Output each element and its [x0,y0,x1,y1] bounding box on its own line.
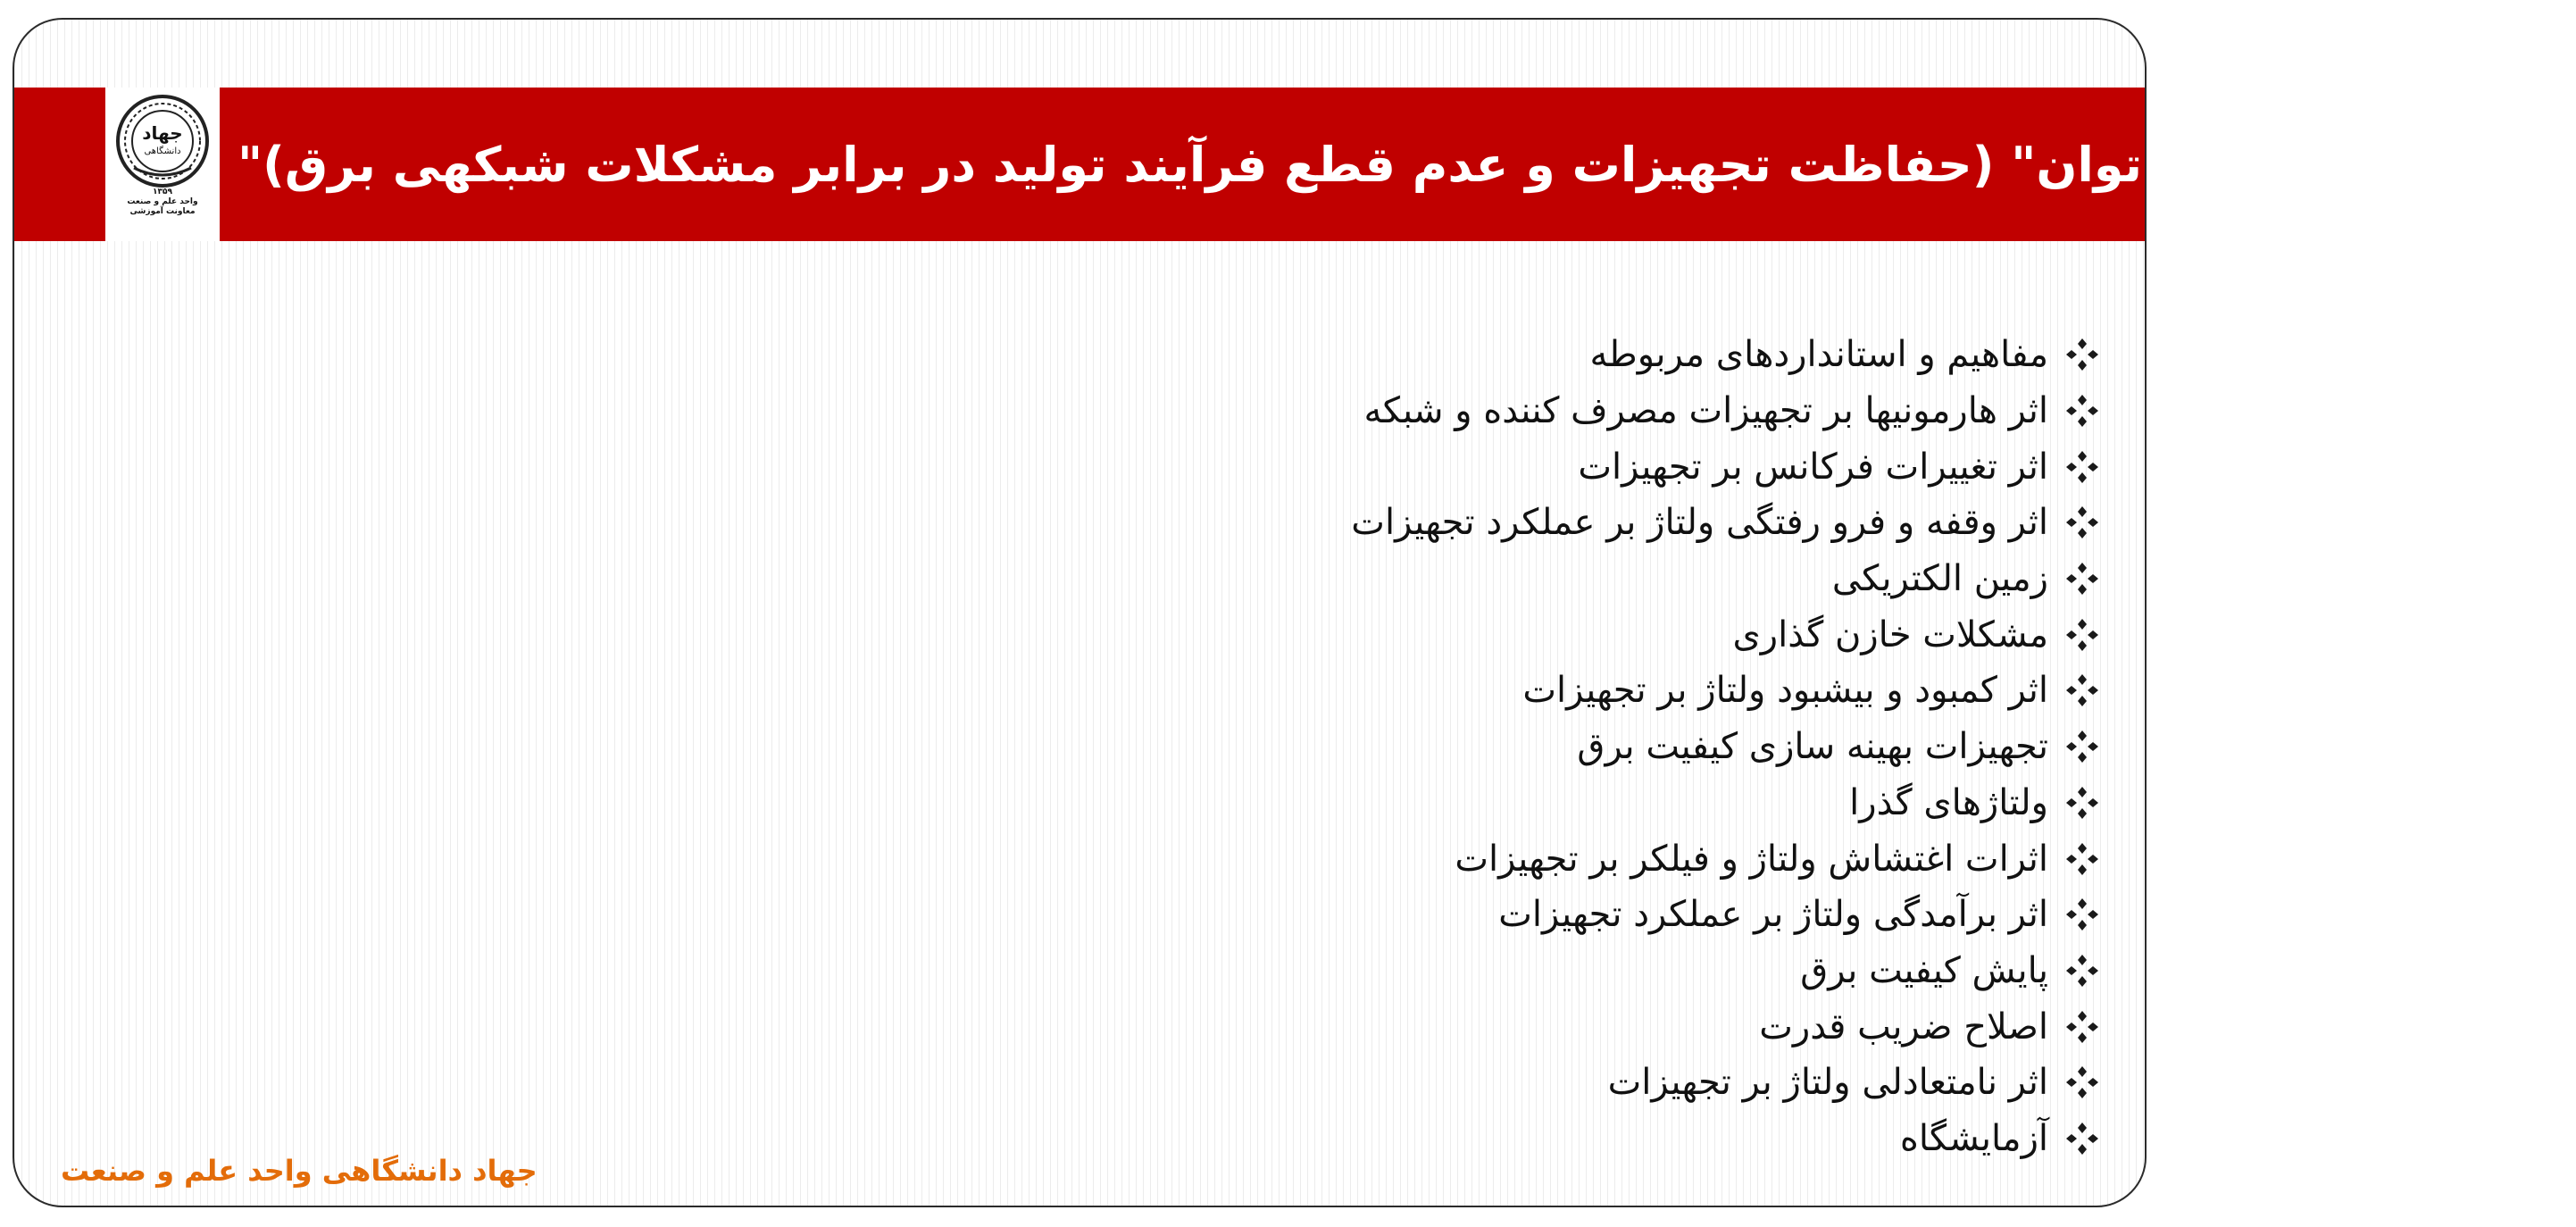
diamond-bullet-icon [2064,449,2100,485]
diamond-bullet-icon [2064,393,2100,429]
diamond-bullet-icon [2064,729,2100,764]
list-item [1351,495,2100,551]
slide-frame [13,18,2576,1207]
diamond-bullet-icon [2064,337,2100,372]
topic-label: آزمایشگاه [1899,1117,2048,1159]
list-item [1351,998,2100,1055]
diamond-bullet-icon [2064,561,2100,597]
topic-label: مشکلات خازن گذاری [1732,614,2048,655]
footer-organization: جهاد دانشگاهی واحد علم و صنعت [61,1154,538,1188]
list-item [1351,887,2100,943]
diamond-bullet-icon [2064,672,2100,708]
diamond-bullet-icon [2064,1009,2100,1045]
diamond-bullet-icon [2064,785,2100,821]
topic-label: اثر نامتعادلی ولتاژ بر تجهیزات [1607,1062,2048,1104]
list-item [1351,663,2100,719]
list-item [1351,606,2100,663]
logo-emblem-icon [116,95,209,188]
logo-line-2: معاونت آموزشی [129,207,196,216]
topic-label: اثرات اغتشاش ولتاژ و فیلکر بر تجهیزات [1455,838,2048,880]
list-item [1351,943,2100,999]
list-item [1351,383,2100,439]
topic-label: اصلاح ضریب قدرت [1759,1006,2048,1048]
slide-title: "آشنایی با کیفیت توان" (حفاظت تجهیزات و عدم قطع فرآیند تولید در برابر مشکلات شبکهی برق)" [238,136,2576,193]
topic-list [1351,327,2100,1166]
list-item [1351,775,2100,831]
topic-label: ولتاژهای گذرا [1849,781,2048,823]
topic-label: پایش کیفیت برق [1800,949,2048,991]
topic-label: اثر وقفه و فرو رفتگی ولتاژ بر عملکرد تجهیزات [1351,502,2048,544]
logo-main-text: جهاد [142,122,183,144]
diamond-bullet-icon [2064,1121,2100,1156]
list-item [1351,831,2100,887]
topic-label: مفاهیم و استانداردهای مربوطه [1589,334,2048,376]
list-item [1351,1055,2100,1111]
topic-label: اثر برآمدگی ولتاژ بر عملکرد تجهیزات [1498,894,2048,936]
topic-label: اثر هارمونیها بر تجهیزات مصرف کننده و شبکه [1363,390,2048,432]
topic-label: تجهیزات بهینه سازی کیفیت برق [1577,726,2048,768]
topic-label: زمین الکتریکی [1831,558,2048,600]
logo [105,88,220,241]
logo-year: ۱۳۵۹ [153,188,172,196]
topic-label: اثر تغییرات فرکانس بر تجهیزات [1578,446,2048,488]
logo-line-1: واحد علم و صنعت [127,197,198,206]
diamond-bullet-icon [2064,505,2100,540]
diamond-bullet-icon [2064,617,2100,653]
list-item [1351,327,2100,383]
list-item [1351,438,2100,495]
topic-label: اثر کمبود و بیشبود ولتاژ بر تجهیزات [1522,670,2048,712]
diamond-bullet-icon [2064,841,2100,877]
list-item [1351,1111,2100,1167]
diamond-bullet-icon [2064,1064,2100,1100]
diamond-bullet-icon [2064,953,2100,989]
list-item [1351,551,2100,607]
list-item [1351,719,2100,775]
logo-sub-text: دانشگاهی [144,146,181,156]
diamond-bullet-icon [2064,897,2100,932]
